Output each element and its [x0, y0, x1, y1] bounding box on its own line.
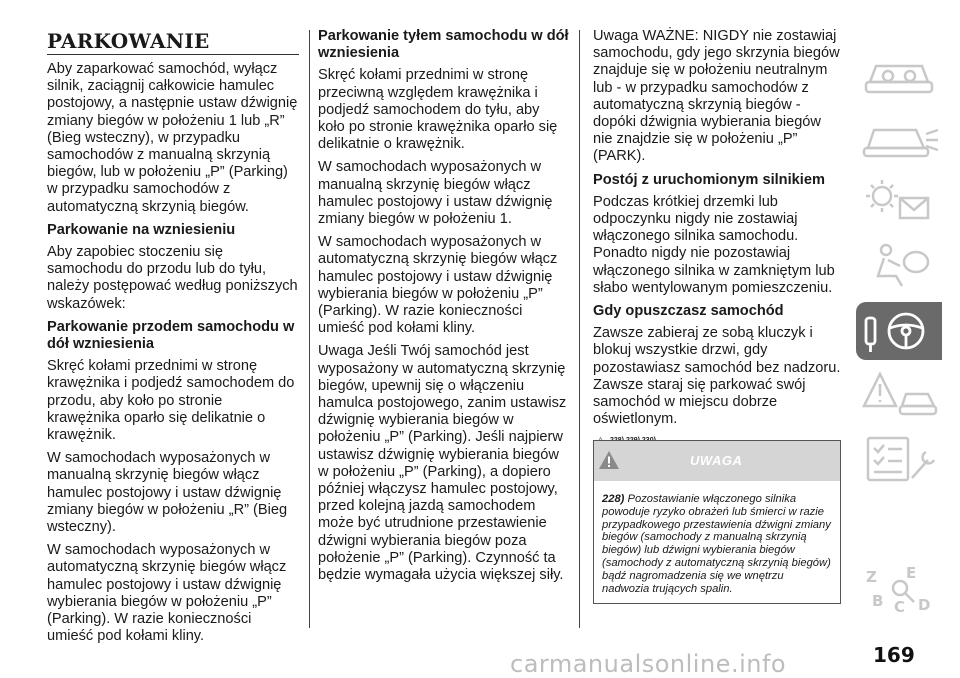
- section-heading: Postój z uruchomionym silnikiem: [593, 171, 825, 188]
- column-2: [318, 28, 570, 590]
- page-title: PARKOWANIE: [47, 29, 210, 53]
- column-divider: [579, 30, 580, 628]
- sidebar-item-index[interactable]: [856, 560, 942, 618]
- column-3: [593, 28, 843, 450]
- car-lights-icon: [856, 108, 942, 166]
- paragraph: Aby zapobiec stoczeniu się samochodu do przodu lub do tyłu, należy postępować według poniższych wskazówek:: [47, 244, 298, 312]
- section-heading: Parkowanie przodem samochodu w dół wzniesienia: [47, 318, 295, 353]
- warning-triangle-icon: [598, 450, 620, 470]
- svg-text:E: E: [906, 564, 917, 582]
- paragraph: Zawsze zabieraj ze sobą kluczyk i blokuj wszystkie drzwi, gdy pozostawiasz samochód bez nadzoru. Zawsze staraj się parkować swój samochód w miejscu dobrze oświetlonym.: [593, 325, 841, 428]
- paragraph: W samochodach wyposażonych w automatyczną skrzynię biegów włącz hamulec postojowy i ustaw dźwignię wybierania biegów w położeniu „P” (Parking). W razie konieczności umieść pod kołami kliny.: [47, 542, 287, 645]
- page-number: 169: [873, 643, 915, 667]
- column-divider: [309, 30, 310, 628]
- sidebar-item-dashboard[interactable]: [856, 44, 942, 102]
- paragraph: W samochodach wyposażonych w manualną skrzynię biegów włącz hamulec postojowy i ustaw dźwignię zmiany biegów w położeniu „R” (Bieg wsteczny).: [47, 450, 288, 536]
- car-dashboard-icon: [856, 44, 942, 102]
- paragraph: Uwaga Jeśli Twój samochód jest wyposażony w automatyczną skrzynię biegów, upewnij się o włączeniu hamulca postojowego, zanim ustawisz dźwignię wybierania biegów w położeniu „P” (Parking). Jeśli najpierw ustawisz dźwignię wybierania biegów w położeniu „P” (Parking), a dopiero później włączysz hamulec postojowy, przed kolejną jazdą samochodem może być utrudnione przestawienie dźwigni wybierania biegów poza położenie „P” (Parking). Czynność ta będzie wymagała użycia większej siły.: [318, 343, 567, 584]
- warning-title: UWAGA: [690, 453, 743, 468]
- svg-text:D: D: [918, 596, 931, 614]
- section-heading: Gdy opuszczasz samochód: [593, 303, 784, 320]
- paragraph: W samochodach wyposażonych w automatyczną skrzynię biegów włącz hamulec postojowy i ustaw dźwignię wybierania biegów w położeniu „P” (Parking). W razie konieczności umieść pod kołami kliny.: [318, 234, 558, 337]
- section-heading: Parkowanie na wzniesieniu: [47, 221, 236, 238]
- sidebar-item-emergency[interactable]: [856, 366, 942, 424]
- watermark: carmanualsonline.info: [510, 650, 787, 678]
- warning-triangle-car-icon: [856, 366, 942, 424]
- section-heading: Parkowanie tyłem samochodu w dół wzniesienia: [318, 28, 569, 62]
- warning-text: Pozostawianie włączonego silnika powoduje ryzyko obrażeń lub śmierci w razie przypadkowego przestawienia dźwigni zmiany biegów (samochody z manualną skrzynią biegów) lub dźwigni wybierania biegów (samochody z automatyczną skrzynią biegów) bądź nagromadzenia się we wnętrzu nadwozia trujących spalin.: [602, 493, 831, 595]
- seat-airbag-icon: [856, 236, 942, 294]
- svg-text:B: B: [872, 592, 884, 610]
- paragraph: W samochodach wyposażonych w manualną skrzynię biegów włącz hamulec postojowy i ustaw dźwignię zmiany biegów w położeniu 1.: [318, 159, 553, 228]
- sidebar-item-safety[interactable]: [856, 236, 942, 294]
- title-rule: [47, 54, 299, 55]
- column-1: [47, 28, 299, 652]
- checklist-wrench-icon: [856, 430, 942, 488]
- alphabet-index-icon: [856, 560, 942, 618]
- warning-number: 228): [602, 493, 625, 505]
- paragraph: Skręć kołami przednimi w stronę krawężnika i podjedź samochodem do przodu, aby koło po stronie krawężnika oparło się delikatnie o krawężnik.: [47, 358, 295, 444]
- warning-body: [594, 481, 840, 603]
- paragraph: Uwaga WAŻNE: NIGDY nie zostawiaj samochodu, gdy jego skrzynia biegów znajduje się w położeniu neutralnym lub - w przypadku samochodów z automatyczną skrzynią biegów - dopóki dźwignia wybierania biegów nie znajdzie się w położeniu „P” (PARK).: [593, 28, 840, 165]
- svg-text:Z: Z: [866, 568, 877, 586]
- paragraph: Podczas krótkiej drzemki lub odpoczynku nigdy nie zostawiaj włączonego silnika samochodu. Ponadto nigdy nie pozostawiaj włączonego silnika w zamkniętym lub słabo wentylowanym pomieszczeniu.: [593, 193, 835, 296]
- warning-header: [594, 441, 840, 481]
- sidebar-item-warning-lights[interactable]: [856, 172, 942, 230]
- sidebar-item-starting-driving[interactable]: [856, 302, 942, 360]
- svg-text:C: C: [894, 598, 906, 616]
- key-steering-wheel-icon: [856, 302, 942, 360]
- paragraph: Aby zaparkować samochód, wyłącz silnik, zaciągnij całkowicie hamulec postojowy, a następnie ustaw dźwignię zmiany biegów w położeniu 1 lub „R” (Bieg wsteczny), w przypadku samochodów z manualną skrzynią biegów, lub w położeniu „P” (Parking) w przypadku samochodów z automatyczną skrzynią biegów.: [47, 61, 298, 215]
- sidebar-item-lights-controls[interactable]: [856, 108, 942, 166]
- paragraph: Skręć kołami przednimi w stronę przeciwną względem krawężnika i podjedź samochodem do tyłu, aby koło po stronie krawężnika oparło się delikatnie o krawężnik.: [318, 67, 558, 153]
- sidebar-item-maintenance[interactable]: [856, 430, 942, 488]
- warning-box: [593, 440, 841, 604]
- sun-envelope-icon: [856, 172, 942, 230]
